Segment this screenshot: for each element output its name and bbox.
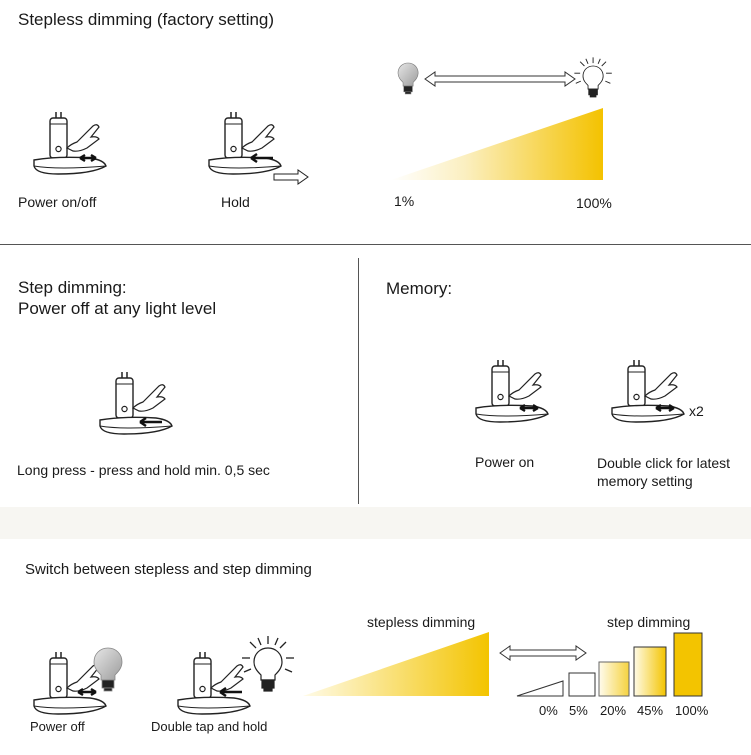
stepless-title: Stepless dimming (factory setting) — [18, 10, 275, 29]
power-on-label: Power on — [475, 454, 535, 470]
divider-vertical — [358, 258, 359, 504]
hollow-arrow-icon — [274, 170, 310, 184]
section-separator-band — [0, 507, 751, 539]
bulb-off-icon — [398, 63, 420, 99]
stepless-gradient-ramp — [303, 632, 489, 696]
divider-horizontal-top — [0, 244, 751, 245]
power-on-off-label: Power on/off — [18, 194, 97, 210]
lamp-touch-icon — [32, 112, 112, 182]
stepless-dimming-label: stepless dimming — [367, 614, 476, 630]
step-label-0: 0% — [539, 703, 558, 718]
double-click-label-line2: memory setting — [597, 473, 693, 489]
step-label-20: 20% — [600, 703, 627, 718]
step-block-5 — [569, 673, 595, 696]
step-block-0 — [517, 681, 563, 696]
step-title-line1: Step dimming: — [18, 278, 127, 297]
step-label-5: 5% — [569, 703, 588, 718]
lamp-touch-icon — [610, 360, 690, 430]
step-dimming-label: step dimming — [607, 614, 691, 630]
long-press-caption: Long press - press and hold min. 0,5 sec — [17, 462, 270, 478]
stepless-gradient-ramp — [391, 108, 603, 180]
power-off-label: Power off — [30, 719, 85, 734]
double-tap-label: Double tap and hold — [151, 719, 268, 734]
lamp-touch-icon — [98, 372, 178, 442]
bulb-on-icon — [583, 66, 605, 102]
max-percent-label: 100% — [576, 195, 612, 211]
hold-label: Hold — [221, 194, 250, 210]
step-blocks — [517, 631, 707, 697]
bulb-on-icon — [254, 648, 282, 692]
memory-title: Memory: — [386, 279, 453, 298]
bulb-off-icon — [94, 648, 122, 692]
step-block-100 — [674, 633, 702, 696]
step-block-20 — [599, 662, 629, 696]
min-percent-label: 1% — [394, 193, 415, 209]
step-block-45 — [634, 647, 666, 696]
switch-title: Switch between stepless and step dimming — [25, 561, 312, 578]
double-click-multiplier: x2 — [689, 403, 704, 419]
lamp-touch-icon — [176, 652, 256, 722]
double-arrow-icon — [425, 72, 575, 86]
step-label-100: 100% — [675, 703, 709, 718]
step-title-line2: Power off at any light level — [18, 299, 217, 318]
lamp-touch-icon — [474, 360, 554, 430]
step-label-45: 45% — [637, 703, 664, 718]
double-click-label-line1: Double click for latest — [597, 455, 731, 471]
